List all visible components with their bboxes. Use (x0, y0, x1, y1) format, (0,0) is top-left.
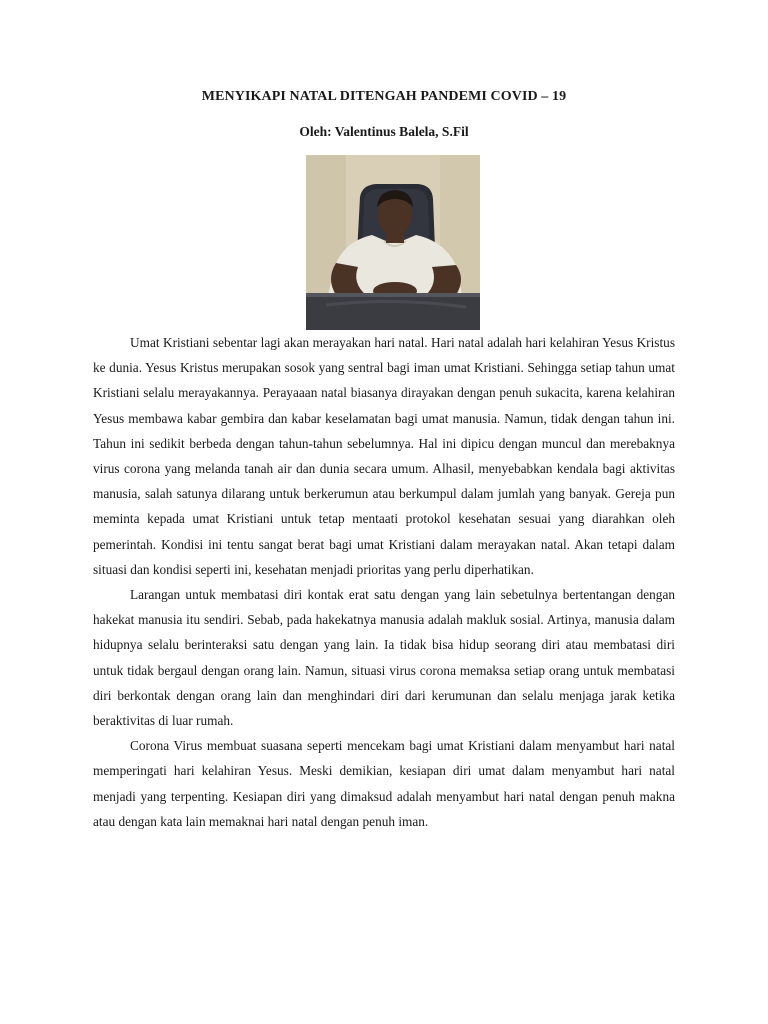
article-body (93, 330, 675, 834)
author-photo (306, 155, 480, 330)
article-author: Oleh: Valentinus Balela, S.Fil (299, 124, 469, 139)
author-portrait-image (306, 155, 480, 330)
paragraph-1: Umat Kristiani sebentar lagi akan merayakan hari natal. Hari natal adalah hari kelahiran Yesus Kristus ke dunia. Yesus Kristus merupakan sosok yang sentral bagi iman umat Kristiani. Sehingga setiap tahun umat Kristiani selalu merayakannya. Perayaaan natal biasanya dirayakan dengan penuh sukacita, karena kelahiran Yesus membawa kabar gembira dan kabar keselamatan bagi umat manusia. Namun, tidak dengan tahun ini. Tahun ini sedikit berbeda dengan tahun-tahun sebelumnya. Hal ini dipicu dengan muncul dan merebaknya virus corona yang melanda tanah air dan dunia secara umum. Alhasil, menyebabkan kendala bagi aktivitas manusia, salah satunya dilarang untuk berkerumun atau berkumpul dalam jumlah yang banyak. Gereja pun meminta kepada umat Kristiani untuk tetap mentaati protokol kesehatan sesuai yang diarahkan oleh pemerintah. Kondisi ini tentu sangat berat bagi umat Kristiani dalam merayakan natal. Akan tetapi dalam situasi dan kondisi seperti ini, kesehatan menjadi prioritas yang perlu diperhatikan. (93, 335, 675, 577)
photo-table (306, 293, 480, 330)
paragraph-2: Larangan untuk membatasi diri kontak erat satu dengan yang lain sebetulnya bertentangan dengan hakekat manusia itu sendiri. Sebab, pada hakekatnya manusia adalah makluk sosial. Artinya, manusia dalam hidupnya selalu berinteraksi satu dengan yang lain. Ia tidak bisa hidup seorang diri atau membatasi diri untuk tidak bergaul dengan orang lain. Namun, situasi virus corona memaksa setiap orang untuk membatasi diri berkontak dengan orang lain dan menghindari diri dari kerumunan dan selalu menjaga jarak ketika beraktivitas di luar rumah. (93, 587, 675, 729)
paragraph-3: Corona Virus membuat suasana seperti mencekam bagi umat Kristiani dalam menyambut hari natal memperingati hari kelahiran Yesus. Meski demikian, kesiapan diri umat dalam menyambut hari natal menjadi yang terpenting. Kesiapan diri yang dimaksud adalah menyambut hari natal dengan penuh makna atau dengan kata lain memaknai hari natal dengan penuh iman. (93, 738, 675, 829)
article-title: MENYIKAPI NATAL DITENGAH PANDEMI COVID – 19 (201, 89, 567, 104)
